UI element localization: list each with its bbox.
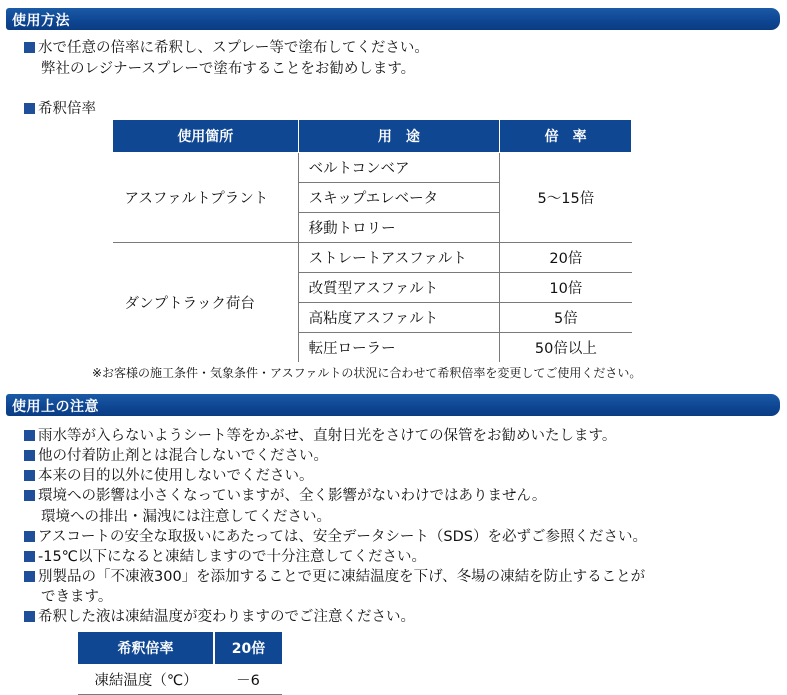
bullet-square-icon bbox=[24, 611, 35, 622]
section-title: 使用方法 bbox=[12, 13, 70, 29]
caution-item: 別製品の「不凍液300」を添加することで更に凍結温度を下げ、冬場の凍結を防止することが bbox=[24, 567, 645, 587]
header-use: 用 途 bbox=[298, 120, 500, 153]
caution-item-continuation: できます。 bbox=[41, 589, 113, 605]
caution-item: 環境への影響は小さくなっていますが、全く影響がないわけではありません。 bbox=[24, 486, 546, 506]
caution-item: 雨水等が入らないようシート等をかぶせ、直射日光をさけての保管をお勧めいたします。 bbox=[24, 426, 616, 446]
ratio-cell: 50倍以上 bbox=[534, 341, 597, 357]
header-dilution: 希釈倍率 bbox=[78, 632, 214, 664]
freeze-table bbox=[78, 632, 282, 695]
bullet-square-icon bbox=[24, 531, 35, 542]
place-cell: ダンプトラック荷台 bbox=[124, 296, 255, 312]
use-cell: 高粘度アスファルト bbox=[298, 303, 500, 333]
header-value: 20倍 bbox=[214, 632, 282, 664]
ratio-cell: 5～15倍 bbox=[500, 153, 632, 243]
table-row bbox=[113, 243, 632, 273]
section-header-usage bbox=[6, 8, 780, 30]
header-ratio: 倍 率 bbox=[500, 120, 632, 153]
use-cell: ストレートアスファルト bbox=[298, 243, 500, 273]
use-cell: 改質型アスファルト bbox=[298, 273, 500, 303]
bullet-square-icon bbox=[24, 490, 35, 501]
table-header-row bbox=[113, 120, 632, 153]
use-cell: 転圧ローラー bbox=[298, 333, 500, 363]
bullet-square-icon bbox=[24, 551, 35, 562]
section-header-caution bbox=[6, 394, 780, 416]
use-cell: スキップエレベータ bbox=[298, 183, 500, 213]
use-cell: ベルトコンベア bbox=[298, 153, 500, 183]
dilution-note: ※お客様の施工条件・気象条件・アスファルトの状況に合わせて希釈倍率を変更してご使用ください。 bbox=[92, 366, 642, 380]
usage-line: 弊社のレジナースプレーで塗布することをお勧めします。 bbox=[41, 61, 416, 77]
bullet-square-icon bbox=[24, 42, 35, 53]
caution-item: 他の付着防止剤とは混合しないでください。 bbox=[24, 446, 328, 466]
ratio-cell: 5倍 bbox=[500, 303, 632, 333]
caution-item: 希釈した液は凍結温度が変わりますのでご注意ください。 bbox=[24, 607, 415, 627]
bullet-square-icon bbox=[24, 430, 35, 441]
ratio-cell: 10倍 bbox=[500, 273, 632, 303]
place-cell: アスファルトプラント bbox=[113, 153, 299, 243]
bullet-square-icon bbox=[24, 103, 35, 114]
freeze-value-cell: －6 bbox=[214, 664, 282, 695]
section-title: 使用上の注意 bbox=[12, 399, 99, 415]
usage-line: 水で任意の倍率に希釈し、スプレー等で塗布してください。 bbox=[24, 38, 429, 58]
use-cell: 移動トロリー bbox=[298, 213, 500, 243]
dilution-table bbox=[112, 119, 632, 362]
ratio-cell: 20倍 bbox=[500, 243, 632, 273]
table-row bbox=[78, 664, 282, 695]
caution-item: -15℃以下になると凍結しますので十分注意してください。 bbox=[24, 547, 426, 567]
table-header-row bbox=[78, 632, 282, 664]
caution-item: 本来の目的以外に使用しないでください。 bbox=[24, 466, 314, 486]
bullet-square-icon bbox=[24, 571, 35, 582]
bullet-square-icon bbox=[24, 450, 35, 461]
header-place: 使用箇所 bbox=[113, 120, 299, 153]
freeze-label-cell: 凍結温度（℃） bbox=[78, 664, 214, 695]
bullet-square-icon bbox=[24, 470, 35, 481]
table-row bbox=[113, 153, 632, 183]
caution-item-continuation: 環境への排出・漏洩には注意してください。 bbox=[41, 509, 331, 525]
caution-item: アスコートの安全な取扱いにあたっては、安全データシート（SDS）を必ずご参照ください。 bbox=[24, 527, 647, 547]
dilution-label: 希釈倍率 bbox=[24, 99, 96, 119]
